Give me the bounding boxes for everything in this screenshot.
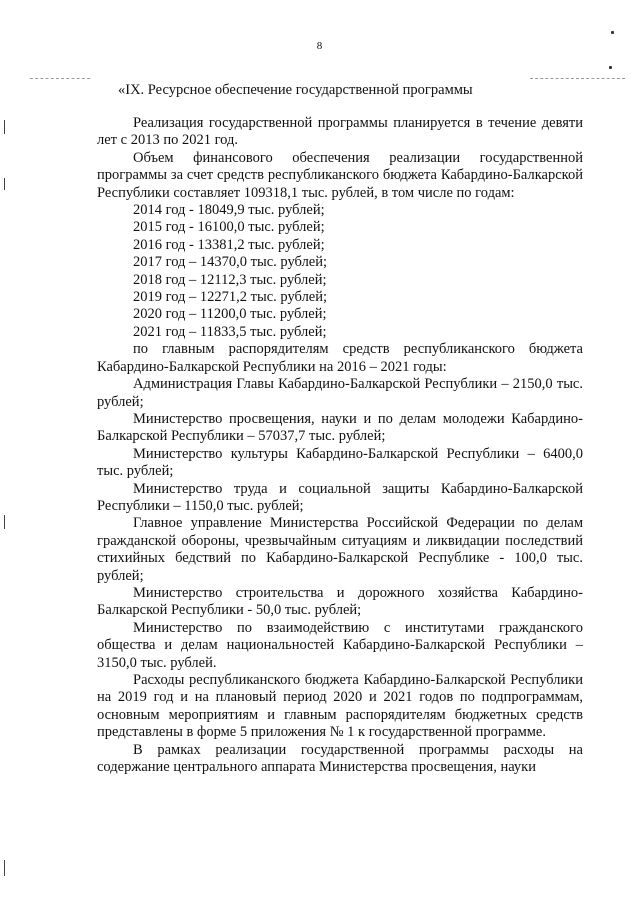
year-funding-item: 2021 год – 11833,5 тыс. рублей; — [133, 323, 327, 340]
paragraph: Министерство строительства и дорожного хозяйства Кабардино-Балкарской Республики - 50,0 тыс. рублей; — [97, 584, 583, 619]
paragraph: Расходы республиканского бюджета Кабардино-Балкарской Республики на 2019 год и на плановый период 2020 и 2021 годов по подпрограммам, основным мероприятиям и главным распорядителям бюджетных средств представлены в форме 5 приложения № 1 к государственной программе. — [97, 672, 583, 741]
year-funding-item: 2020 год – 11200,0 тыс. рублей; — [133, 306, 327, 323]
scan-edge-mark — [4, 178, 5, 190]
year-funding-item: 2016 год - 13381,2 тыс. рублей; — [133, 236, 325, 253]
paragraph: Министерство культуры Кабардино-Балкарской Республики – 6400,0 тыс. рублей; — [97, 445, 583, 480]
scan-edge-mark — [4, 120, 5, 134]
page-number: 8 — [316, 40, 323, 52]
scan-speck — [609, 66, 612, 69]
paragraph: В рамках реализации государственной программы расходы на содержание центрального аппарата Министерства просвещения, науки — [97, 741, 583, 776]
section-heading: «IX. Ресурсное обеспечение государственной программы — [118, 82, 473, 98]
paragraph: Объем финансового обеспечения реализации государственной программы за счет средств республиканского бюджета Кабардино-Балкарской Республики составляет 109318,1 тыс. рублей, в том числе по годам: — [97, 149, 583, 201]
year-funding-item: 2017 год – 14370,0 тыс. рублей; — [133, 254, 328, 271]
document-body — [97, 115, 583, 776]
year-funding-item: 2015 год - 16100,0 тыс. рублей; — [133, 219, 325, 236]
scan-edge-mark — [4, 860, 5, 876]
paragraph: по главным распорядителям средств республиканского бюджета Кабардино-Балкарской Республики на 2016 – 2021 годы: — [97, 341, 583, 375]
paragraph: Министерство по взаимодействию с институтами гражданского общества и делам национальностей Кабардино-Балкарской Республики – 3150,0 тыс. рублей. — [97, 619, 583, 671]
paragraph: Администрация Главы Кабардино-Балкарской Республики – 2150,0 тыс. рублей; — [97, 376, 583, 410]
scan-speck — [611, 31, 614, 34]
header-rule-right — [530, 78, 625, 79]
year-funding-item: 2019 год – 12271,2 тыс. рублей; — [133, 289, 328, 306]
header-rule-left — [30, 78, 90, 79]
year-funding-item: 2018 год – 12112,3 тыс. рублей; — [133, 271, 327, 288]
paragraph: Реализация государственной программы планируется в течение девяти лет с 2013 по 2021 год. — [97, 115, 583, 149]
year-funding-item: 2014 год - 18049,9 тыс. рублей; — [133, 202, 325, 219]
scan-edge-mark — [4, 515, 5, 529]
paragraph: Министерство просвещения, науки и по делам молодежи Кабардино-Балкарской Республики – 57037,7 тыс. рублей; — [97, 410, 583, 445]
paragraph: Министерство труда и социальной защиты Кабардино-Балкарской Республики – 1150,0 тыс. рублей; — [97, 480, 583, 514]
paragraph: Главное управление Министерства Российской Федерации по делам гражданской обороны, чрезвычайным ситуациям и ликвидации последствий стихийных бедствий по Кабардино-Балкарской Республике - 100,0 тыс. рублей; — [97, 515, 583, 584]
